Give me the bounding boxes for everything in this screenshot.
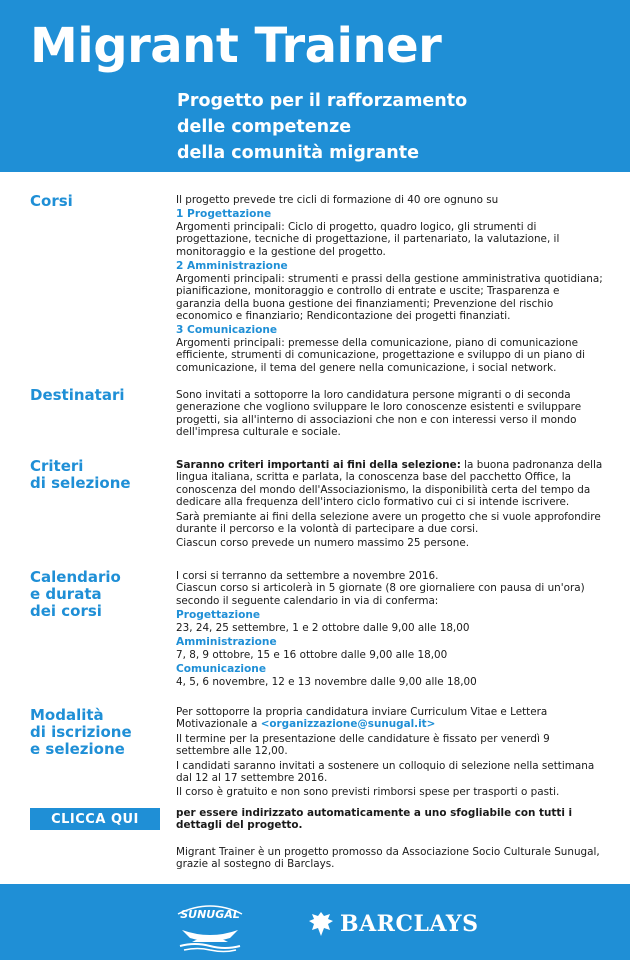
criteri-p2: Sarà premiante ai fini della selezione avere un progetto che si vuole approfondire durante il percorso e la volontà di partecipare a due corsi. <box>176 510 601 536</box>
section-body-criteri <box>176 459 604 552</box>
clicca-qui-button[interactable]: CLICCA QUI <box>30 808 160 830</box>
section-title-modalita: Modalità di iscrizione e selezione <box>30 706 132 758</box>
corsi-item-text-3: Argomenti principali: premesse della comunicazione, piano di comunicazione efficiente, strumenti di comunicazione, progettazione e sviluppo di un piano di comunicazione, il tema del genere nella comunicazione, i social network. <box>176 337 585 374</box>
eagle-logo-icon <box>308 910 334 938</box>
cta-text: per essere indirizzato automaticamente a uno sfogliabile con tutti i dettagli del progetto. <box>176 807 573 832</box>
barclays-logo <box>308 906 479 942</box>
calendario-intro2: Ciascun corso si articolerà in 5 giornate (8 ore giornaliere con pausa di un'ora) secondo il seguente calendario in via di conferma: <box>176 582 585 607</box>
calendario-item-dates-2: 7, 8, 9 ottobre, 15 e 16 ottobre dalle 9,00 alle 18,00 <box>176 648 448 661</box>
closing-text: Migrant Trainer è un progetto promosso da Associazione Socio Culturale Sunugal, grazie al sostegno di Barclays. <box>176 846 600 871</box>
calendario-item-heading-2: Amministrazione <box>176 636 277 649</box>
section-body-modalita <box>176 706 604 801</box>
boat-sun-logo-icon <box>170 892 250 954</box>
corsi-item-heading-1: 1 Progettazione <box>176 208 272 221</box>
corsi-item-text-1: Argomenti principali: Ciclo di progetto, quadro logico, gli strumenti di progettazione, tecniche di progettazione, il partenariato, la valutazione, il monitoraggio e la gestione del progetto. <box>176 221 560 258</box>
calendario-item-dates-1: 23, 24, 25 settembre, 1 e 2 ottobre dalle 9,00 alle 18,00 <box>176 621 470 634</box>
email-link[interactable]: <organizzazione@sunugal.it> <box>260 718 436 731</box>
corsi-intro: Il progetto prevede tre cicli di formazione di 40 ore ognuno su <box>176 194 499 206</box>
section-body-destinatari <box>176 389 604 441</box>
destinatari-text: Sono invitati a sottoporre la loro candidatura persone migranti o di seconda generazione che vogliono sviluppare le loro conoscenze esistenti e sviluppare progetti, sia all'interno di associazioni che non e con interessi verso il mondo dell'impresa culturale e sociale. <box>176 389 582 439</box>
barclays-label: BARCLAYS <box>340 911 479 937</box>
calendario-item-dates-3: 4, 5, 6 novembre, 12 e 13 novembre dalle 9,00 alle 18,00 <box>176 675 477 688</box>
page-subtitle: Progetto per il rafforzamento delle competenze della comunità migrante <box>177 91 468 163</box>
sunugal-logo-text: SUNUGAL <box>180 908 240 921</box>
criteri-p1 <box>176 459 604 509</box>
section-title-calendario: Calendario e durata dei corsi <box>30 568 121 620</box>
header-banner <box>0 0 630 172</box>
criteri-lead-text: la buona padronanza della lingua italiana, scritta e parlata, la conoscenza base del pacchetto Office, la conoscenza del mondo dell'Associazionismo, la disponibilità certa del tempo da dedicare alla frequenza dell'intero ciclo formativo cui ci si intende iscrivere. <box>176 459 603 509</box>
corsi-item-heading-3: 3 Comunicazione <box>176 324 278 337</box>
modalita-p1-text: Per sottoporre la propria candidatura inviare Curriculum Vitae e Lettera Motivazionale a <box>176 706 548 731</box>
calendario-item-heading-3: Comunicazione <box>176 663 267 676</box>
criteri-lead-bold: Saranno criteri importanti ai fini della selezione: <box>176 459 461 471</box>
section-title-criteri: Criteri di selezione <box>30 457 131 492</box>
modalita-p1 <box>176 706 604 731</box>
section-body-corsi <box>176 194 604 376</box>
section-title-destinatari: Destinatari <box>30 386 125 404</box>
criteri-p3: Ciascun corso prevede un numero massimo 25 persone. <box>176 537 470 550</box>
section-title-corsi: Corsi <box>30 192 73 210</box>
page-title: Migrant Trainer <box>30 18 442 74</box>
calendario-intro: I corsi si terranno da settembre a novembre 2016. <box>176 570 439 582</box>
modalita-p2: Il termine per la presentazione delle candidature è fissato per venerdì 9 settembre alle 12,00. <box>176 732 550 758</box>
corsi-item-text-2: Argomenti principali: strumenti e prassi della gestione amministrativa quotidiana; pianificazione, monitoraggio e controllo di entrate e uscite; Trasparenza e garanzia della buona gestione dei finanziamenti; Prevenzione del rischio economico e finanziario; Rendicontazione dei progetti finanziati. <box>176 272 603 323</box>
section-body-calendario <box>176 570 604 690</box>
modalita-p3: I candidati saranno invitati a sostenere un colloquio di selezione nella settimana dal 12 al 17 settembre 2016. <box>176 759 595 785</box>
footer-banner <box>0 884 630 960</box>
calendario-item-heading-1: Progettazione <box>176 609 261 622</box>
corsi-item-heading-2: 2 Amministrazione <box>176 260 288 273</box>
modalita-p4: Il corso è gratuito e non sono previsti rimborsi spese per trasporti o pasti. <box>176 786 560 799</box>
